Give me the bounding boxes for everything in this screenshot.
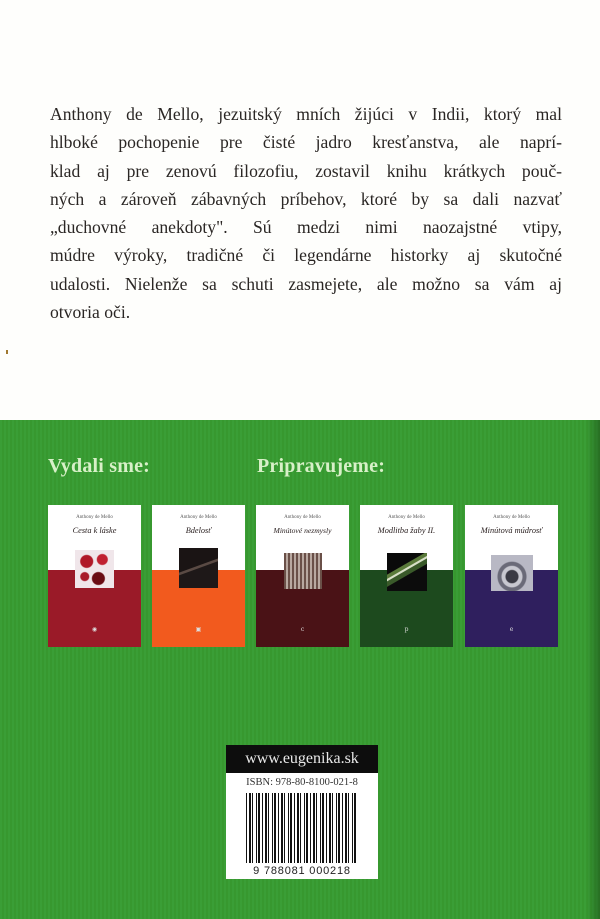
cover-title: Minútová múdrosť	[480, 526, 543, 535]
cover-title: Bdelosť	[185, 526, 212, 535]
cover-author: Anthony de Mello	[493, 515, 530, 520]
cover-author: Anthony de Mello	[180, 515, 217, 520]
publisher-logo-icon: e	[509, 626, 514, 633]
isbn-barcode-block	[226, 745, 378, 879]
print-speck	[6, 350, 8, 354]
isbn-number: ISBN: 978-80-8100-021-8	[246, 777, 358, 788]
cover-author: Anthony de Mello	[76, 515, 113, 520]
water-drop-image	[491, 555, 533, 591]
publisher-logo-icon: p	[404, 626, 409, 633]
cover-author: Anthony de Mello	[388, 515, 425, 520]
blurb-line: ných a zároveň zábavných príbehov, ktoré by sa dali nazvať	[50, 188, 562, 209]
publisher-logo-icon: ◉	[91, 626, 98, 633]
publisher-logo-icon: ▣	[195, 626, 202, 633]
blurb-line: udalosti. Nielenže sa schuti zasmejete, ale možno sa vám aj	[50, 273, 562, 294]
barcode-icon	[246, 793, 358, 863]
cover-title: Modlitba žaby II.	[377, 526, 436, 535]
book-blurb	[50, 100, 562, 326]
barcode-digits-text: 9 788081 000218	[253, 865, 351, 877]
published-heading: Vydali sme:	[48, 455, 151, 477]
upcoming-heading: Pripravujeme:	[257, 455, 386, 477]
barcode-digits	[226, 865, 378, 877]
blurb-line: klad aj pre zenovú filozofiu, zostavil knihu krátkych pouč-	[50, 160, 562, 181]
cover-author: Anthony de Mello	[284, 515, 321, 520]
cover-title: Minútové nezmysly	[273, 526, 332, 535]
book-cover-bdelost[interactable]	[152, 505, 245, 647]
book-cover-minutova-mudrost[interactable]	[465, 505, 558, 647]
cover-title: Cesta k láske	[72, 526, 117, 535]
book-cover-minutove-nezmysly[interactable]	[256, 505, 349, 647]
blurb-line: „duchovné anekdoty". Sú medzi nimi naozajstné vtipy,	[50, 217, 562, 238]
fence-image	[284, 553, 322, 589]
blurb-line: Anthony de Mello, jezuitský mních žijúci v Indii, ktorý mal	[50, 104, 562, 124]
dewdrops-image	[387, 553, 427, 591]
heart-petals-image	[75, 550, 114, 588]
blurb-line: hlboké pochopenie pre čisté jadro kresťanstva, ale naprí-	[50, 132, 562, 153]
publisher-website[interactable]: www.eugenika.sk	[226, 745, 378, 773]
blurb-line: otvoria oči.	[50, 302, 131, 323]
publisher-logo-icon: c	[300, 626, 305, 633]
book-cover-modlitba-zaby-2[interactable]	[360, 505, 453, 647]
book-cover-cesta-k-laske[interactable]	[48, 505, 141, 647]
blurb-line: múdre výroky, tradičné či legendárne historky aj skutočné	[50, 245, 562, 266]
dark-railing-image	[179, 548, 218, 588]
